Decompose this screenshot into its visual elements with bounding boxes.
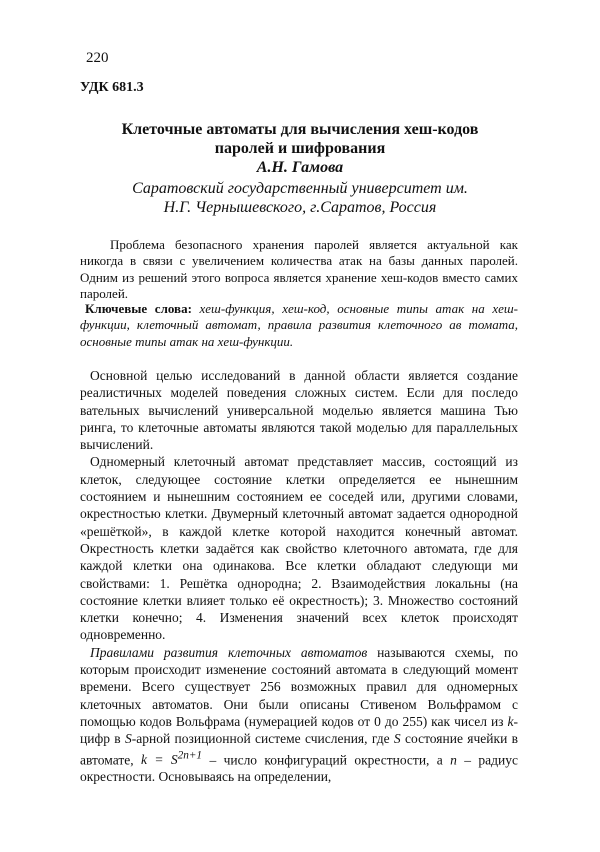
keywords-label: Ключевые слова:	[85, 301, 192, 316]
article-title	[70, 120, 530, 158]
p3-f: – радиус окрестности. Основываясь на определении,	[80, 752, 519, 785]
rules-term: Правилами развития клеточных автоматов	[90, 644, 368, 660]
udk-code: УДК 681.3	[80, 80, 144, 95]
article-body	[80, 367, 518, 786]
p3-b: -цифр в	[80, 713, 518, 747]
affiliation	[70, 179, 530, 217]
title-line-1: Клеточные автоматы для вычисления хеш-кодов	[121, 121, 479, 138]
affiliation-line-2: Н.Г. Чернышевского, г.Саратов, Россия	[163, 199, 437, 216]
var-s-2: S	[393, 731, 401, 747]
title-line-2: паролей и шифрования	[214, 140, 386, 157]
paragraph-2: Одномерный клеточный автомат представляет массив, состоящий из клеток, следующее состояние клетки определяется ее нынешним состоянием и нынешним состоянием ее соседей или, другими словами, окрестностью клетки. Двумерный клеточный автомат задается однородной «решёткой», в каждой клетке которой находится конечный автомат. Окрестность клетки задаётся как свойство клеточного автомата, где для каждой клетки она одинакова. Все клетки обладают следующи ми свойствами: 1. Решётка однородна; 2. Взаимодействия локальны (на состояние клетки влияет только её окрестность); 3. Множество состояний клетки конечно; 4. Изменения значений всех клеток происходят одновременно.	[80, 454, 518, 643]
keywords-text: хеш-функция, хеш-код, основные типы атак на хеш-функции, клеточный автомат, правила развития клеточного ав томата, основные типы атак на хеш-функции.	[80, 301, 518, 349]
affiliation-line-1: Саратовский государственный университет им.	[132, 180, 468, 197]
author-name: А.Н. Гамова	[256, 159, 344, 176]
paragraph-1: Основной целью исследований в данной области является создание реалистичных моделей поведения сложных систем. Если для последо вательных вычислений универсальной моделью является машина Тью ринга, то клеточные автоматы являются такой моделью для параллельных вычислений.	[80, 368, 518, 453]
formula-lhs: k = S	[140, 752, 178, 768]
var-n: n	[450, 752, 457, 768]
abstract	[80, 237, 518, 303]
formula	[140, 749, 203, 768]
p3-d: состояние ячейки в автомате,	[80, 731, 519, 768]
page-number: 220	[86, 50, 109, 66]
var-s: S	[125, 731, 132, 747]
keywords	[80, 301, 518, 350]
formula-exponent: 2n+1	[177, 749, 203, 762]
abstract-text: Проблема безопасного хранения паролей является актуальной как никогда в связи с увеличением количества атак на базы данных паролей. Одним из решений этого вопроса является хранение хеш-кодов вместо самих паролей.	[80, 237, 518, 302]
p3-e: – число конфигураций окрестности, а	[202, 752, 451, 768]
paragraph-3	[80, 644, 518, 786]
p3-a: называются схемы, по которым происходит изменение состояний автомата в следующий момент времени. Всего существует 256 возможных правил для одномерных клеточных автоматов. Они были описаны Стивеном Вольфрамом с помощью кодов Вольфрама (нумерацией кодов от 0 до 255) как чисел из	[80, 644, 518, 729]
p3-c: -арной позиционной системе счисления, где	[131, 731, 394, 747]
keywords-paragraph	[80, 301, 518, 350]
var-k: k	[507, 713, 514, 729]
article-header	[70, 120, 530, 217]
